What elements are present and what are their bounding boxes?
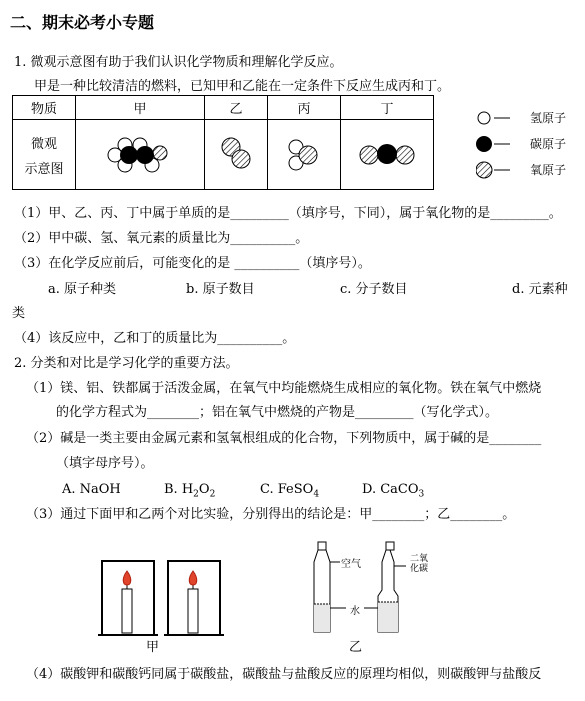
table-header-jia: 甲	[76, 96, 205, 120]
q2-option-d-sub: 3	[418, 489, 425, 500]
molecule-jia	[76, 120, 205, 190]
table-header-yi: 乙	[205, 96, 268, 120]
legend-oxygen: 氧原子	[530, 163, 567, 177]
q2-part1-line2: 的化学方程式为________；铝在氧气中燃烧的产物是_________（写化学式）。	[56, 405, 499, 420]
molecule-table	[12, 95, 434, 190]
q2-option-b-sub2: 2	[209, 489, 216, 500]
row-label-line1: 微观	[30, 136, 57, 152]
q1-part2: （2）甲中碳、氢、氧元素的质量比为__________。	[14, 231, 309, 246]
q1-part3: （3）在化学反应前后，可能变化的是 __________（填序号）。	[14, 256, 371, 271]
q2-option-d	[362, 481, 424, 504]
figure-label-yi: 乙	[349, 640, 363, 655]
q2-part2-line2: （填字母序号）。	[56, 456, 154, 471]
bottle-label-water: 水	[350, 606, 360, 617]
q1-intro: 甲是一种比较清洁的燃料，已知甲和乙能在一定条件下反应生成丙和丁。	[34, 79, 451, 94]
q1-option-d: d. 元素种	[512, 282, 568, 297]
q2-option-a: A. NaOH	[62, 482, 121, 497]
hydrogen-atom-icon	[478, 112, 490, 124]
bottle-label-co2-line2: 化碳	[410, 564, 429, 574]
q1-part1: （1）甲、乙、丙、丁中属于单质的是_________（填序号，下同），属于氧化物的是_________。	[14, 206, 562, 221]
q2-part1-line1: （1）镁、铝、铁都属于活泼金属，在氧气中均能燃烧生成相应的氧化物。铁在氧气中燃烧	[26, 381, 542, 396]
table-header-ding: 丁	[341, 96, 434, 120]
bottle-label-co2	[410, 554, 428, 574]
q2-option-b-mid: O	[198, 482, 210, 497]
q2-part2-line1: （2）碱是一类主要由金属元素和氢氧根组成的化合物，下列物质中，属于碱的是________	[26, 431, 542, 446]
q1-option-b: b. 原子数目	[186, 282, 255, 297]
candle-experiment-figure	[96, 555, 226, 640]
q1-stem: 1. 微观示意图有助于我们认识化学物质和理解化学反应。	[14, 55, 343, 70]
bottle-label-co2-line1: 二氧	[410, 554, 429, 564]
table-header-bing: 丙	[268, 96, 341, 120]
legend-hydrogen: 氢原子	[530, 111, 567, 125]
molecule-ding	[341, 120, 434, 190]
molecule-bing	[268, 120, 341, 190]
q2-part4: （4）碳酸钾和碳酸钙同属于碳酸盐，碳酸盐与盐酸反应的原理均相似，则碳酸钾与盐酸反	[26, 667, 542, 682]
q2-option-c-text: C. FeSO	[260, 482, 314, 497]
q2-part3: （3）通过下面甲和乙两个对比实验，分别得出的结论是：甲________；乙________。	[26, 507, 516, 522]
section-title: 二、期末必考小专题	[10, 13, 155, 32]
q1-option-c: c. 分子数目	[340, 282, 408, 297]
bottle-label-air: 空气	[341, 559, 361, 570]
legend-carbon: 碳原子	[530, 137, 567, 151]
figure-label-jia: 甲	[146, 640, 160, 655]
carbon-atom-icon	[476, 136, 492, 152]
q2-option-b	[164, 481, 215, 504]
q1-option-a: a. 原子种类	[48, 282, 117, 297]
table-header-substance: 物质	[13, 96, 76, 120]
q2-option-b-text: B. H	[164, 482, 194, 497]
q2-option-b-sub1: 2	[193, 489, 199, 500]
row-label-line2: 示意图	[24, 161, 64, 177]
q2-stem: 2. 分类和对比是学习化学的重要方法。	[14, 356, 239, 371]
q2-option-c-sub: 4	[313, 489, 320, 500]
q2-option-d-text: D. CaCO	[362, 482, 419, 497]
table-row-label	[13, 120, 76, 190]
molecule-yi	[205, 120, 268, 190]
q1-part4: （4）该反应中，乙和丁的质量比为__________。	[14, 331, 296, 346]
q2-option-c	[260, 481, 319, 504]
q1-option-d-wrap: 类	[12, 306, 26, 321]
oxygen-atom-icon	[476, 162, 492, 178]
